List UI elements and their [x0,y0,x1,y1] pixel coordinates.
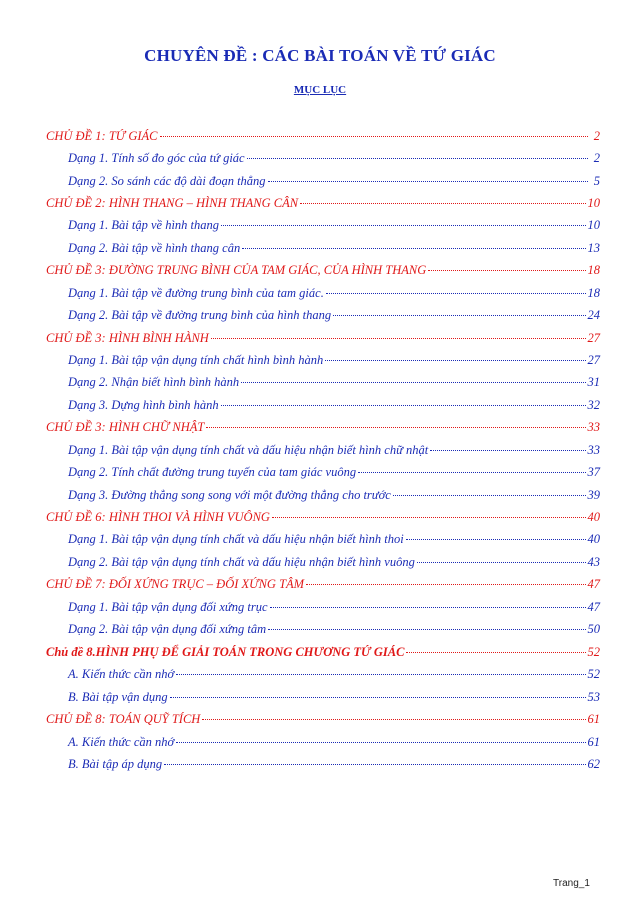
dot-leader [206,426,585,428]
dot-leader [211,337,586,339]
toc-entry-chapter-4[interactable]: CHỦ ĐỀ 3: HÌNH BÌNH HÀNH 27 [46,331,600,345]
page-number: 24 [587,308,600,322]
page-number: 40 [587,532,600,546]
page-number: 52 [587,667,600,681]
dot-leader [358,471,585,473]
toc-entry-section[interactable]: Dạng 1. Bài tập vận dụng tính chất và dấu hiệu nhận biết hình thoi 40 [68,532,600,546]
toc-entry-section[interactable]: Dạng 3. Dựng hình bình hành 32 [68,398,600,412]
page-number: 2 [593,129,600,143]
dot-leader [406,538,586,540]
dot-leader [272,516,586,518]
page-number: 39 [587,488,600,502]
page-number: 37 [587,465,600,479]
page-number: 32 [587,398,600,412]
toc-entry-section[interactable]: Dạng 1. Bài tập vận dụng đối xứng trục 47 [68,600,600,614]
dot-leader [333,314,585,316]
toc-entry-section[interactable]: Dạng 2. Bài tập về hình thang cân 13 [68,241,600,255]
page-number: 31 [587,375,600,389]
dot-leader [270,606,586,608]
dot-leader [428,269,585,271]
page-number: 47 [587,577,600,591]
page-number: 61 [587,712,600,726]
dot-leader [176,741,585,743]
dot-leader [221,224,585,226]
page-number: 10 [587,196,600,210]
page-number: 18 [587,263,600,277]
dot-leader [160,135,588,137]
toc-entry-chapter-9[interactable]: CHỦ ĐỀ 8: TOÁN QUỸ TÍCH 61 [46,712,600,726]
toc-entry-chapter-7[interactable]: CHỦ ĐỀ 7: ĐỐI XỨNG TRỤC – ĐỐI XỨNG TÂM 47 [46,577,600,591]
page-number: 40 [587,510,600,524]
dot-leader [306,583,585,585]
page-number: 33 [587,420,600,434]
page-number: 33 [587,443,600,457]
dot-leader [325,359,585,361]
toc-entry-chapter-8[interactable]: Chủ đề 8.HÌNH PHỤ ĐỂ GIẢI TOÁN TRONG CHƯƠNG TỨ GIÁC 52 [46,645,600,659]
page-number: 10 [587,218,600,232]
page-number: 61 [587,735,600,749]
toc-entry-chapter-3[interactable]: CHỦ ĐỀ 3: ĐƯỜNG TRUNG BÌNH CỦA TAM GIÁC, CỦA HÌNH THANG 18 [46,263,600,277]
toc-entry-section[interactable]: B. Bài tập áp dụng 62 [68,757,600,771]
dot-leader [393,494,586,496]
toc-entry-section[interactable]: A. Kiến thức cần nhớ 61 [68,735,600,749]
toc-entry-section[interactable]: Dạng 3. Đường thẳng song song với một đường thẳng cho trước 39 [68,488,600,502]
dot-leader [430,449,585,451]
page-number: 62 [587,757,600,771]
page-number: 18 [587,286,600,300]
page-number: 5 [593,174,600,188]
toc-heading: MỤC LỤC [293,84,347,96]
dot-leader [176,673,585,675]
dot-leader [242,247,585,249]
dot-leader [247,157,588,159]
dot-leader [268,180,588,182]
page-number: 53 [587,690,600,704]
page-number: 43 [587,555,600,569]
dot-leader [170,696,586,698]
page-number: 27 [587,331,600,345]
page-number: 47 [587,600,600,614]
toc-entry-chapter-1[interactable]: CHỦ ĐỀ 1: TỨ GIÁC 2 [46,129,600,143]
toc-entry-section[interactable]: Dạng 1. Bài tập vận dụng tính chất hình bình hành 27 [68,353,600,367]
dot-leader [326,292,586,294]
toc-entry-section[interactable]: Dạng 1. Bài tập về đường trung bình của tam giác. 18 [68,286,600,300]
toc-entry-section[interactable]: Dạng 2. So sánh các độ dài đoạn thẳng 5 [68,174,600,188]
page-number: 27 [587,353,600,367]
toc-entry-section[interactable]: Dạng 2. Bài tập vận dụng tính chất và dấu hiệu nhận biết hình vuông 43 [68,555,600,569]
toc-entry-section[interactable]: Dạng 2. Nhận biết hình bình hành 31 [68,375,600,389]
dot-leader [268,628,585,630]
dot-leader [406,651,585,653]
dot-leader [417,561,586,563]
document-title: CHUYÊN ĐỀ : CÁC BÀI TOÁN VỀ TỨ GIÁC [144,46,496,65]
toc-entry-chapter-2[interactable]: CHỦ ĐỀ 2: HÌNH THANG – HÌNH THANG CÂN 10 [46,196,600,210]
toc-entry-section[interactable]: B. Bài tập vận dụng 53 [68,690,600,704]
page-number: 52 [587,645,600,659]
toc-entry-chapter-6[interactable]: CHỦ ĐỀ 6: HÌNH THOI VÀ HÌNH VUÔNG 40 [46,510,600,524]
dot-leader [221,404,586,406]
toc-entry-section[interactable]: Dạng 1. Tính số đo góc của tứ giác 2 [68,151,600,165]
dot-leader [164,763,585,765]
toc-entry-section[interactable]: Dạng 2. Bài tập về đường trung bình của hình thang 24 [68,308,600,322]
toc-entry-section[interactable]: Dạng 2. Bài tập vận dụng đối xứng tâm 50 [68,622,600,636]
dot-leader [300,202,585,204]
page-number: 2 [593,151,600,165]
page-footer: Trang_1 [553,878,590,889]
dot-leader [241,381,585,383]
dot-leader [202,718,585,720]
toc-entry-section[interactable]: Dạng 2. Tính chất đường trung tuyến của tam giác vuông 37 [68,465,600,479]
toc-entry-section[interactable]: A. Kiến thức cần nhớ 52 [68,667,600,681]
page-number: 13 [587,241,600,255]
toc-entry-section[interactable]: Dạng 1. Bài tập về hình thang 10 [68,218,600,232]
page-number: 50 [587,622,600,636]
toc-entry-section[interactable]: Dạng 1. Bài tập vận dụng tính chất và dấu hiệu nhận biết hình chữ nhật 33 [68,443,600,457]
toc-entry-chapter-5[interactable]: CHỦ ĐỀ 3: HÌNH CHỮ NHẬT 33 [46,420,600,434]
